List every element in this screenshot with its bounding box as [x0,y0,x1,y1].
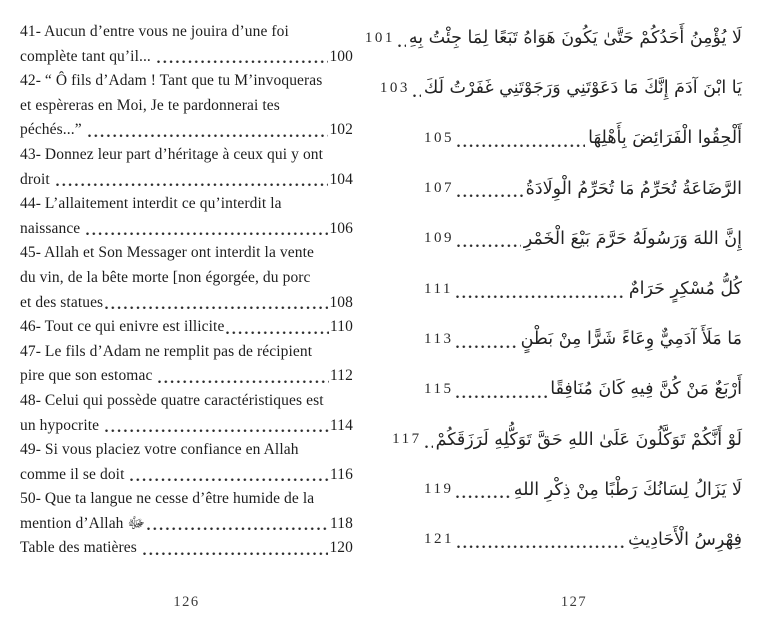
dot-leader [456,494,510,499]
toc-entry-line: 49- Si vous placiez votre confiance en Allah [20,441,299,459]
toc-entry-last-line [20,291,353,316]
toc-entry-text: pire que son estomac [20,367,157,385]
toc-entry-line: 44- L’allaitement interdit ce qu’interdit la [20,195,282,213]
dot-leader [157,59,329,64]
toc-entry-line: et espèreras en Moi, Je te pardonnerai tes [20,96,280,114]
toc-entry-arabic-text: لَوْ أَنَّكُمْ تَوَكَّلُونَ عَلَىٰ اللهِ حَقَّ تَوَكُّلِهِ لَرَزَقَكُمْ [435,429,742,450]
toc-entry-page: 100 [329,47,353,65]
toc-entry-page: 114 [330,416,353,434]
toc-entry-arabic [424,364,742,414]
toc-entry-last-line [20,364,353,389]
toc-entry-page: 118 [330,514,353,532]
toc-entry-arabic-text: لَا يَزَالُ لِسَانُكَ رَطْبًا مِنْ ذِكْرِ اللهِ [513,479,742,500]
dot-leader [457,243,521,248]
dot-leader [86,231,328,236]
right-page-number: 127 [560,594,588,610]
toc-arabic [364,13,742,565]
toc-entry-text: péchés...” [20,121,86,139]
toc-entry-arabic-page: 101 [364,29,395,46]
toc-entry-arabic-text: الرَّضَاعَةُ تُحَرِّمُ مَا تُحَرِّمُ الْوِلَادَةُ [525,178,742,199]
toc-entry-arabic-text: كُلُّ مُسْكِرٍ حَرَامٌ [628,279,742,300]
toc-entry-last-line [20,118,353,143]
toc-entry-last-line [20,217,353,242]
toc-entry [20,536,353,561]
toc-entry-page: 112 [330,367,353,385]
dot-leader [457,143,585,148]
toc-entry-arabic [424,113,742,163]
toc-entry-last-line [20,536,353,561]
toc-entry-page: 116 [330,465,353,483]
dot-leader [105,305,328,310]
dot-leader [226,330,329,335]
toc-entry-arabic [424,214,742,264]
toc-entry-text: comme il se doit [20,465,129,483]
toc-entry-page: 120 [329,539,353,557]
toc-entry-last-line [20,315,353,340]
toc-entry-line: 48- Celui qui possède quatre caractéristiques est [20,391,324,409]
toc-entry-arabic-page: 103 [379,79,410,96]
toc-entry-line: 43- Donnez leur part d’héritage à ceux qui y ont [20,145,324,163]
toc-entry-arabic-text: أَرْبَعٌ مَنْ كُنَّ فِيهِ كَانَ مُنَافِقًا [550,379,742,400]
toc-entry [20,315,353,340]
dot-leader [425,444,433,449]
toc-entry-arabic-text: يَا ابْنَ آدَمَ إِنَّكَ مَا دَعَوْتَنِي وَرَجَوْتَنِي غَفَرْتُ لَكَ [423,78,742,99]
toc-entry-page: 110 [330,318,353,336]
dot-leader [158,379,329,384]
toc-entry-arabic [424,465,742,515]
toc-entry-arabic [379,63,742,113]
toc-entry [20,241,353,315]
toc-entry-page: 108 [329,293,353,311]
toc-entry-last-line [20,414,353,439]
toc-entry [20,389,353,438]
dot-leader [56,182,329,187]
toc-entry-text: droit [20,170,54,188]
toc-entry-page: 104 [329,170,353,188]
dot-leader [413,93,421,98]
toc-entry-last-line [20,463,353,488]
left-page-number: 126 [173,594,200,610]
toc-entry-text: un hypocrite [20,416,104,434]
toc-entry-line: 45- Allah et Son Messager ont interdit la vente [20,244,314,262]
dot-leader [456,394,547,399]
dot-leader [88,133,329,138]
toc-entry-arabic-page: 109 [424,230,454,247]
dot-leader [105,428,329,433]
toc-entry-arabic [424,264,742,314]
toc-entry-arabic-page: 105 [424,129,454,146]
toc-entry-arabic-page: 117 [392,431,422,448]
toc-entry-arabic-page: 107 [424,180,454,197]
dot-leader [147,526,329,531]
toc-entry-arabic-page: 119 [424,481,454,498]
toc-french [20,20,353,561]
toc-entry-arabic-page: 121 [424,531,454,548]
toc-entry-arabic [424,164,742,214]
dot-leader [456,344,517,349]
toc-entry-last-line [20,45,353,70]
toc-entry-line: 41- Aucun d’entre vous ne jouira d’une foi [20,23,289,40]
toc-entry-last-line [20,512,353,537]
toc-entry-line: 42- “ Ô fils d’Adam ! Tant que tu M’invoqueras [20,72,323,90]
toc-entry [20,340,353,389]
toc-entry [20,487,353,536]
toc-entry-arabic-text: لَا يُؤْمِنُ أَحَدُكُمْ حَتَّىٰ يَكُونَ هَوَاهُ تَبَعًا لِمَا جِئْتُ بِهِ [408,28,742,49]
toc-entry-last-line [20,168,353,193]
toc-entry-arabic-text: مَا مَلَأَ آدَمِيٌّ وِعَاءً شَرًّا مِنْ بَطْنٍ [520,329,742,350]
toc-entry-arabic [364,13,742,63]
toc-entry-arabic [424,314,742,364]
toc-entry-arabic-page: 111 [424,280,453,297]
dot-leader [143,551,329,556]
toc-entry-text: mention d’Allah ﷻ [20,514,145,532]
toc-entry-text: 46- Tout ce qui enivre est illicite [20,318,225,336]
toc-entry [20,438,353,487]
toc-entry [20,192,353,241]
toc-entry-text: et des statues [20,293,104,311]
toc-entry-text: Table des matières [20,539,141,557]
toc-entry-page: 106 [329,219,353,237]
toc-entry-line: 47- Le fils d’Adam ne remplit pas de récipient [20,342,313,360]
toc-entry-arabic-text: أَلْحِقُوا الْفَرَائِضَ بِأَهْلِهَا [588,128,742,149]
toc-entry-line: 50- Que ta langue ne cesse d’être humide de la [20,490,315,508]
toc-entry-arabic [392,415,742,465]
right-page [364,13,742,565]
dot-leader [398,43,406,48]
toc-entry-line: du vin, de la bête morte [non égorgée, du porc [20,268,311,286]
toc-entry [20,20,353,69]
toc-entry-text: complète tant qu’il... [20,47,155,65]
toc-entry-arabic-page: 115 [424,380,454,397]
toc-entry [20,69,353,143]
dot-leader [456,294,626,299]
toc-entry-arabic-text: فِهْرِسُ الْأَحَادِيثِ [628,529,742,550]
toc-entry-arabic [424,515,742,565]
toc-entry-page: 102 [329,121,353,139]
toc-entry [20,143,353,192]
dot-leader [457,193,523,198]
dot-leader [457,544,625,549]
toc-entry-arabic-page: 113 [424,330,454,347]
left-page [20,20,353,561]
toc-entry-arabic-text: إِنَّ اللهَ وَرَسُولَهُ حَرَّمَ بَيْعَ الْخَمْرِ [523,228,742,249]
toc-entry-text: naissance [20,219,85,237]
dot-leader [130,477,329,482]
